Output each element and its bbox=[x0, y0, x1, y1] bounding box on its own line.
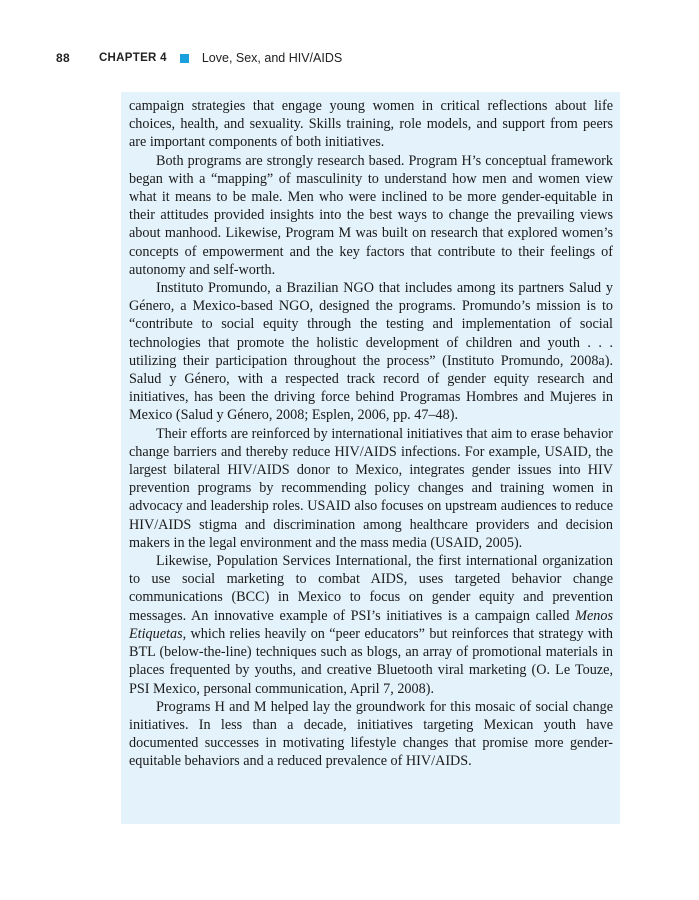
page-number: 88 bbox=[56, 51, 70, 65]
paragraph-2: Both programs are strongly research based. Program H’s conceptual framework began with a “mapping” of masculinity to understand how men and women view what it means to be male. Men who were inclined to be more gender-equitable in their attitudes provided insights into the best ways to change the prevailing views about manhood. Likewise, Program M was built on research that explored women’s concepts of empowerment and the key factors that contribute to their feelings of autonomy and self-worth. bbox=[129, 152, 613, 278]
paragraph-6: Programs H and M helped lay the groundwork for this mosaic of social change initiatives. In less than a decade, initiatives targeting Mexican youth have documented successes in motivating lifestyle changes that promise more gender-equitable behaviors and a reduced prevalence of HIV/AIDS. bbox=[129, 698, 613, 770]
running-header bbox=[56, 49, 342, 67]
paragraph-5 bbox=[129, 552, 613, 698]
paragraph-5-part-2: , which relies heavily on “peer educators” but reinforces that strategy with BTL (below-the-line) techniques such as blogs, an array of promotional materials in places frequented by youths, and creative Bluetooth viral marketing (O. Le Touze, PSI Mexico, personal communication, April 7, 2008). bbox=[129, 625, 613, 697]
chapter-label: CHAPTER 4 bbox=[98, 52, 167, 64]
paragraph-4: Their efforts are reinforced by international initiatives that aim to erase behavior change barriers and thereby reduce HIV/AIDS infections. For example, USAID, the largest bilateral HIV/AIDS donor to Mexico, integrates gender issues into HIV prevention programs by recommending policy changes and training women in advocacy and leadership roles. USAID also focuses on upstream audiences to reduce HIV/AIDS stigma and discrimination among healthcare providers and decision makers in the legal environment and the mass media (USAID, 2005). bbox=[129, 425, 613, 551]
campaign-name: Menos Etiquetas bbox=[129, 607, 613, 642]
paragraph-3: Instituto Promundo, a Brazilian NGO that includes among its partners Salud y Género, a Mexico-based NGO, designed the programs. Promundo’s mission is to “contribute to social equity through the testing and implementation of social technologies that promote the holistic development of children and youth . . . utilizing their participation throughout the process” (Instituto Promundo, 2008a). Salud y Género, with a respected track record of gender equity research and initiatives, has been the driving force behind Programas Hombres and Mujeres in Mexico (Salud y Género, 2008; Esplen, 2006, pp. 47–48). bbox=[129, 280, 613, 424]
highlight-box bbox=[121, 92, 620, 824]
paragraph-5-part-1: Likewise, Population Services International, the first international organization to use social marketing to combat AIDS, uses targeted behavior change communications (BCC) in Mexico to focus on gender equity and prevention messages. An innovative example of PSI’s initiatives is a campaign called bbox=[129, 553, 613, 624]
chapter-title: Love, Sex, and HIV/AIDS bbox=[201, 51, 343, 65]
square-bullet-icon bbox=[180, 54, 189, 63]
paragraph-1: campaign strategies that engage young women in critical reflections about life choices, health, and sexuality. Skills training, role models, and support from peers are important components of both initiatives. bbox=[129, 98, 613, 151]
